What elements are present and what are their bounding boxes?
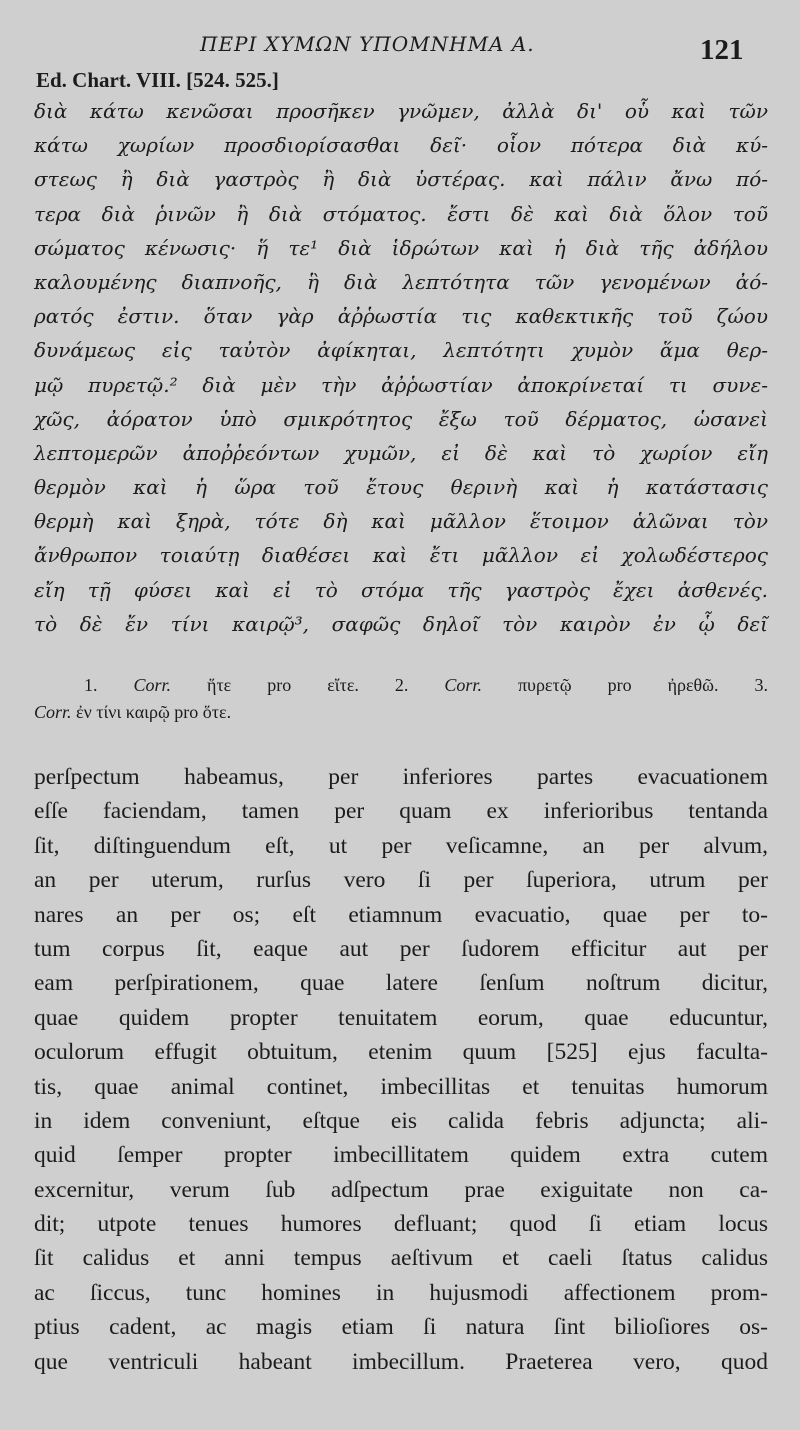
latin-line: excernitur, verum ſub adſpectum prae exiguitate non ca- bbox=[34, 1176, 768, 1203]
greek-line: δυνάμεως εἰς ταὐτὸν ἀφίκηται, λεπτότητι χυμὸν ἅμα θερ- bbox=[34, 338, 768, 363]
footnote-number: 2. bbox=[394, 675, 409, 695]
greek-line: διὰ κάτω κενῶσαι προσῆκεν γνῶμεν, ἀλλὰ δι' οὗ καὶ τῶν bbox=[34, 99, 768, 123]
latin-text-block bbox=[34, 760, 768, 1379]
footnote-corr: Corr. bbox=[34, 702, 72, 722]
greek-line: ρατός ἐστιν. ὅταν γὰρ ἀῤῥωστία τις καθεκτικῆς τοῦ ζώου bbox=[34, 304, 768, 329]
greek-line: σώματος κένωσις· ἥ τε¹ διὰ ἱδρώτων καὶ ἡ διὰ τῆς ἀδήλου bbox=[34, 235, 768, 260]
greek-line: θερμὴ καὶ ξηρὰ, τότε δὴ καὶ μᾶλλον ἕτοιμον ἁλῶναι τὸν bbox=[34, 509, 768, 534]
greek-line: εἴη τῇ φύσει καὶ εἰ τὸ στόμα τῆς γαστρὸς ἔχει ἀσθενές. bbox=[34, 577, 768, 602]
latin-line: quae quidem propter tenuitatem eorum, quae educuntur, bbox=[34, 1004, 768, 1031]
greek-line: χῶς, ἀόρατον ὑπὸ σμικρότητος ἔξω τοῦ δέρματος, ὡσανεὶ bbox=[34, 406, 768, 431]
latin-line: que ventriculi habeant imbecillum. Praeterea vero, quod bbox=[34, 1348, 768, 1375]
footnote-text: πυρετῷ pro ἠρεθῶ. bbox=[517, 675, 719, 695]
greek-line: μῷ πυρετῷ.² διὰ μὲν τὴν ἀῤῥωστίαν ἀποκρίνεταί τι συνε- bbox=[34, 372, 768, 397]
footnote-text: ἥτε pro εἴτε. bbox=[207, 675, 359, 695]
latin-line: tis, quae animal continet, imbecillitas et tenuitas humorum bbox=[34, 1073, 768, 1100]
running-head bbox=[0, 28, 800, 64]
footnotes bbox=[34, 672, 768, 726]
latin-line: tum corpus ſit, eaque aut per ſudorem efficitur aut per bbox=[34, 935, 768, 962]
greek-line: κάτω χωρίων προσδιορίσασθαι δεῖ· οἷον πότερα διὰ κύ- bbox=[34, 133, 768, 158]
greek-line: τερα διὰ ῥινῶν ἢ διὰ στόματος. ἔστι δὲ καὶ διὰ ὅλον τοῦ bbox=[34, 201, 768, 226]
latin-line: eam perſpirationem, quae latere ſenſum noſtrum dicitur, bbox=[34, 970, 768, 997]
footnote-number: 1. bbox=[84, 675, 98, 695]
latin-line: ſit calidus et anni tempus aeſtivum et caeli ſtatus calidus bbox=[34, 1245, 768, 1272]
latin-line: in idem conveniunt, eſtque eis calida febris adjuncta; ali- bbox=[34, 1107, 768, 1134]
footnote-line bbox=[34, 672, 768, 699]
greek-text-block bbox=[34, 94, 768, 641]
latin-line: perſpectum habeamus, per inferiores partes evacuationem bbox=[34, 764, 768, 790]
running-title: ΠΕΡΙ ΧΥΜΩΝ ΥΠΟΜΝΗΜΑ Α. bbox=[200, 32, 535, 56]
footnote-corr: Corr. bbox=[133, 675, 172, 695]
greek-line: θερμὸν καὶ ἡ ὥρα τοῦ ἔτους θερινὴ καὶ ἡ κατάστασις bbox=[34, 475, 768, 500]
latin-line: ac ſiccus, tunc homines in hujusmodi affectionem prom- bbox=[34, 1279, 768, 1306]
latin-line: quid ſemper propter imbecillitatem quidem extra cutem bbox=[34, 1142, 768, 1169]
greek-line: τὸ δὲ ἔν τίνι καιρῷ³, σαφῶς δηλοῖ τὸν καιρὸν ἐν ᾧ δεῖ bbox=[34, 611, 768, 636]
latin-line: eſſe faciendam, tamen per quam ex inferioribus tentanda bbox=[34, 798, 768, 825]
latin-line: oculorum effugit obtuitum, etenim quum [525] ejus faculta- bbox=[34, 1039, 768, 1066]
latin-line: an per uterum, rurſus vero ſi per ſuperiora, utrum per bbox=[34, 867, 768, 894]
latin-line: nares an per os; eſt etiamnum evacuatio, quae per to- bbox=[34, 901, 768, 928]
footnote-text: ἐν τίνι καιρῷ pro ὅτε. bbox=[76, 702, 232, 722]
footnote-number: 3. bbox=[754, 675, 768, 695]
latin-line: dit; utpote tenues humores defluant; quod ſi etiam locus bbox=[34, 1211, 768, 1238]
latin-line: ptius cadent, ac magis etiam ſi natura ſint bilioſiores os- bbox=[34, 1314, 768, 1341]
greek-line: ἄνθρωπον τοιαύτῃ διαθέσει καὶ ἔτι μᾶλλον εἰ χολωδέστερος bbox=[34, 543, 768, 568]
latin-line: ſit, diſtinguendum eſt, ut per veſicamne, an per alvum, bbox=[34, 832, 768, 859]
greek-line: στεως ἢ διὰ γαστρὸς ἢ διὰ ὑστέρας. καὶ πάλιν ἄνω πό- bbox=[34, 167, 768, 192]
greek-line: λεπτομερῶν ἀποῤῥεόντων χυμῶν, εἰ δὲ καὶ τὸ χωρίον εἴη bbox=[34, 440, 768, 465]
footnote-corr: Corr. bbox=[444, 675, 482, 695]
page-number: 121 bbox=[700, 34, 744, 66]
greek-line: καλουμένης διαπνοῆς, ἣ διὰ λεπτότητα τῶν γενομένων ἀό- bbox=[34, 269, 768, 294]
footnote-line bbox=[34, 699, 768, 726]
edition-reference: Ed. Chart. VIII. [524. 525.] bbox=[36, 68, 279, 92]
